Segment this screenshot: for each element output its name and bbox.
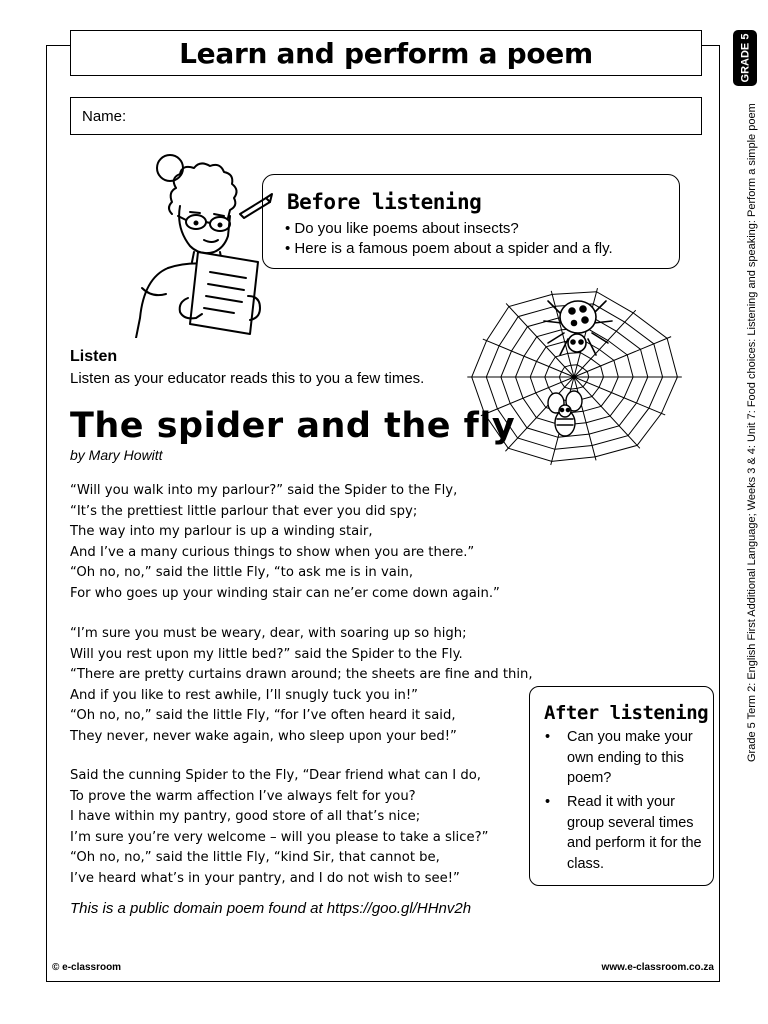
after-item-1 <box>545 727 707 789</box>
before-listening-heading: Before listening <box>287 190 482 214</box>
poem-line: “I’m sure you must be weary, dear, with soaring up so high; <box>70 626 467 641</box>
poem-line: They never, never wake again, who sleep upon your bed!” <box>70 728 457 744</box>
poem-line: “Will you walk into my parlour?” said the Spider to the Fly, <box>70 483 458 498</box>
after-listening-heading: After listening <box>544 702 709 724</box>
bullet: • <box>545 794 551 810</box>
poem-line: Will you rest upon my little bed?” said the Spider to the Fly. <box>70 646 463 662</box>
after-item-text: Read it with your group several times and perform it for the class. <box>567 794 702 872</box>
poem-line: “Oh no, no,” said the little Fly, “for I’ve often heard it said, <box>70 708 456 724</box>
after-item-text: Can you make your own ending to this poem? <box>567 729 693 786</box>
poem-line: I’m sure you’re very welcome – will you please to take a slice?” <box>70 829 489 845</box>
name-label: Name: <box>82 107 127 125</box>
poem-line: To prove the warm affection I’ve always felt for you? <box>70 788 416 804</box>
poem-stanza-2 <box>70 624 533 748</box>
poem-line: The way into my parlour is up a winding stair, <box>70 524 373 540</box>
before-item-2: • Here is a famous poem about a spider and a fly. <box>285 240 613 257</box>
poem-stanza-1 <box>70 481 500 605</box>
page-title: Learn and perform a poem <box>179 36 593 70</box>
poem-line: “It’s the prettiest little parlour that ever you did spy; <box>70 503 418 519</box>
poem-line: “There are pretty curtains drawn around; the sheets are fine and thin, <box>70 667 533 683</box>
listen-heading: Listen <box>70 348 118 365</box>
footer-copyright: © e-classroom <box>52 962 122 973</box>
course-label: Grade 5 Term 2: English First Additional Language; Weeks 3 & 4: Unit 7: Food choices: Listening and speaking: Perform a simple poem <box>746 103 758 762</box>
poem-line: And if you like to rest awhile, I’ll snugly tuck you in!” <box>70 687 419 703</box>
footer-website[interactable]: www.e-classroom.co.za <box>601 962 714 973</box>
poem-line: I’ve heard what’s in your pantry, and I do not wish to see!” <box>70 870 460 886</box>
name-field[interactable] <box>70 97 702 135</box>
poem-line: For who goes up your winding stair can ne’er come down again.” <box>70 585 500 601</box>
teacher-reading-illustration <box>128 148 288 338</box>
poem-author: by Mary Howitt <box>70 447 163 463</box>
after-item-2 <box>545 792 707 874</box>
bullet: • <box>545 729 551 745</box>
poem-stanza-3 <box>70 766 488 890</box>
poem-line: Said the cunning Spider to the Fly, “Dear friend what can I do, <box>70 768 481 783</box>
poem-title: The spider and the fly <box>70 406 516 446</box>
poem-line: “Oh no, no,” said the little Fly, “kind Sir, that cannot be, <box>70 850 440 866</box>
poem-line: And I’ve a many curious things to show when you are there.” <box>70 544 475 560</box>
before-listening-list <box>285 219 613 259</box>
listen-instructions: Listen as your educator reads this to you a few times. <box>70 370 425 387</box>
title-box <box>70 30 702 76</box>
poem-line: I have within my pantry, good store of all that’s nice; <box>70 809 421 825</box>
poem-line: “Oh no, no,” said the little Fly, “to ask me is in vain, <box>70 565 414 581</box>
before-item-1: • Do you like poems about insects? <box>285 220 519 237</box>
grade-tab <box>733 30 757 86</box>
poem-source-link[interactable]: This is a public domain poem found at https://goo.gl/HHnv2h <box>70 900 472 917</box>
grade-tab-label: GRADE 5 <box>739 33 751 83</box>
